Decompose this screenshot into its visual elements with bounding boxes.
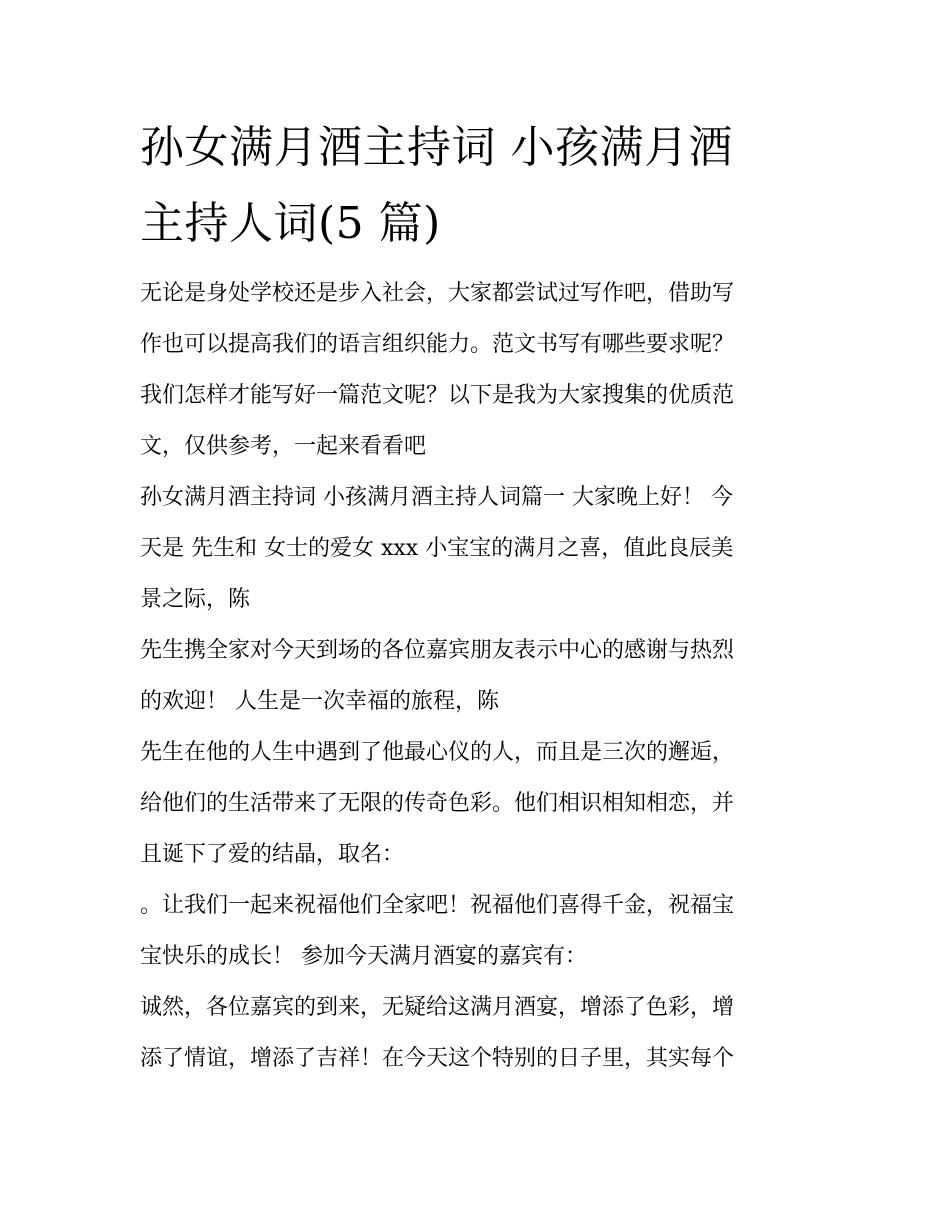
text-line: 。让我们一起来祝福他们全家吧！祝福他们喜得千金，祝福宝 (140, 893, 735, 918)
paragraph-section-one (140, 472, 812, 625)
text-line: 且诞下了爱的结晶，取名： (140, 842, 405, 867)
text-line: 天是 先生和 女士的爱女 xxx 小宝宝的满月之喜，值此良辰美 (140, 536, 734, 561)
text-line: 孙女满月酒主持词 小孩满月酒主持人词篇一 大家晚上好！ 今 (140, 485, 733, 510)
document-page (140, 110, 812, 1084)
paragraph-blessing (140, 880, 812, 982)
text-line: 先生在他的人生中遇到了他最心仪的人，而且是三次的邂逅， (140, 740, 735, 765)
text-line: 作也可以提高我们的语言组织能力。范文书写有哪些要求呢？ (140, 332, 735, 357)
paragraph-guests (140, 982, 812, 1084)
text-line: 文，仅供参考，一起来看看吧 (140, 434, 427, 459)
paragraph-intro (140, 268, 812, 472)
text-line: 景之际，陈 (140, 587, 251, 612)
document-title (140, 110, 812, 262)
title-line: 主持人词(5 篇) (140, 198, 441, 249)
text-line: 宝快乐的成长！ 参加今天满月酒宴的嘉宾有： (140, 944, 587, 969)
paragraph-story (140, 727, 812, 880)
text-line: 给他们的生活带来了无限的传奇色彩。他们相识相知相恋，并 (140, 791, 735, 816)
text-line: 无论是身处学校还是步入社会，大家都尝试过写作吧，借助写 (140, 281, 735, 306)
text-line: 我们怎样才能写好一篇范文呢？以下是我为大家搜集的优质范 (140, 383, 735, 408)
text-line: 先生携全家对今天到场的各位嘉宾朋友表示中心的感谢与热烈 (140, 638, 735, 663)
text-line: 诚然，各位嘉宾的到来，无疑给这满月酒宴，增添了色彩，增 (140, 995, 735, 1020)
text-line: 添了情谊，增添了吉祥！在今天这个特别的日子里，其实每个 (140, 1046, 735, 1071)
title-line: 孙女满月酒主持词 小孩满月酒 (140, 122, 733, 173)
paragraph-thanks (140, 625, 812, 727)
text-line: 的欢迎！ 人生是一次幸福的旅程，陈 (140, 689, 499, 714)
